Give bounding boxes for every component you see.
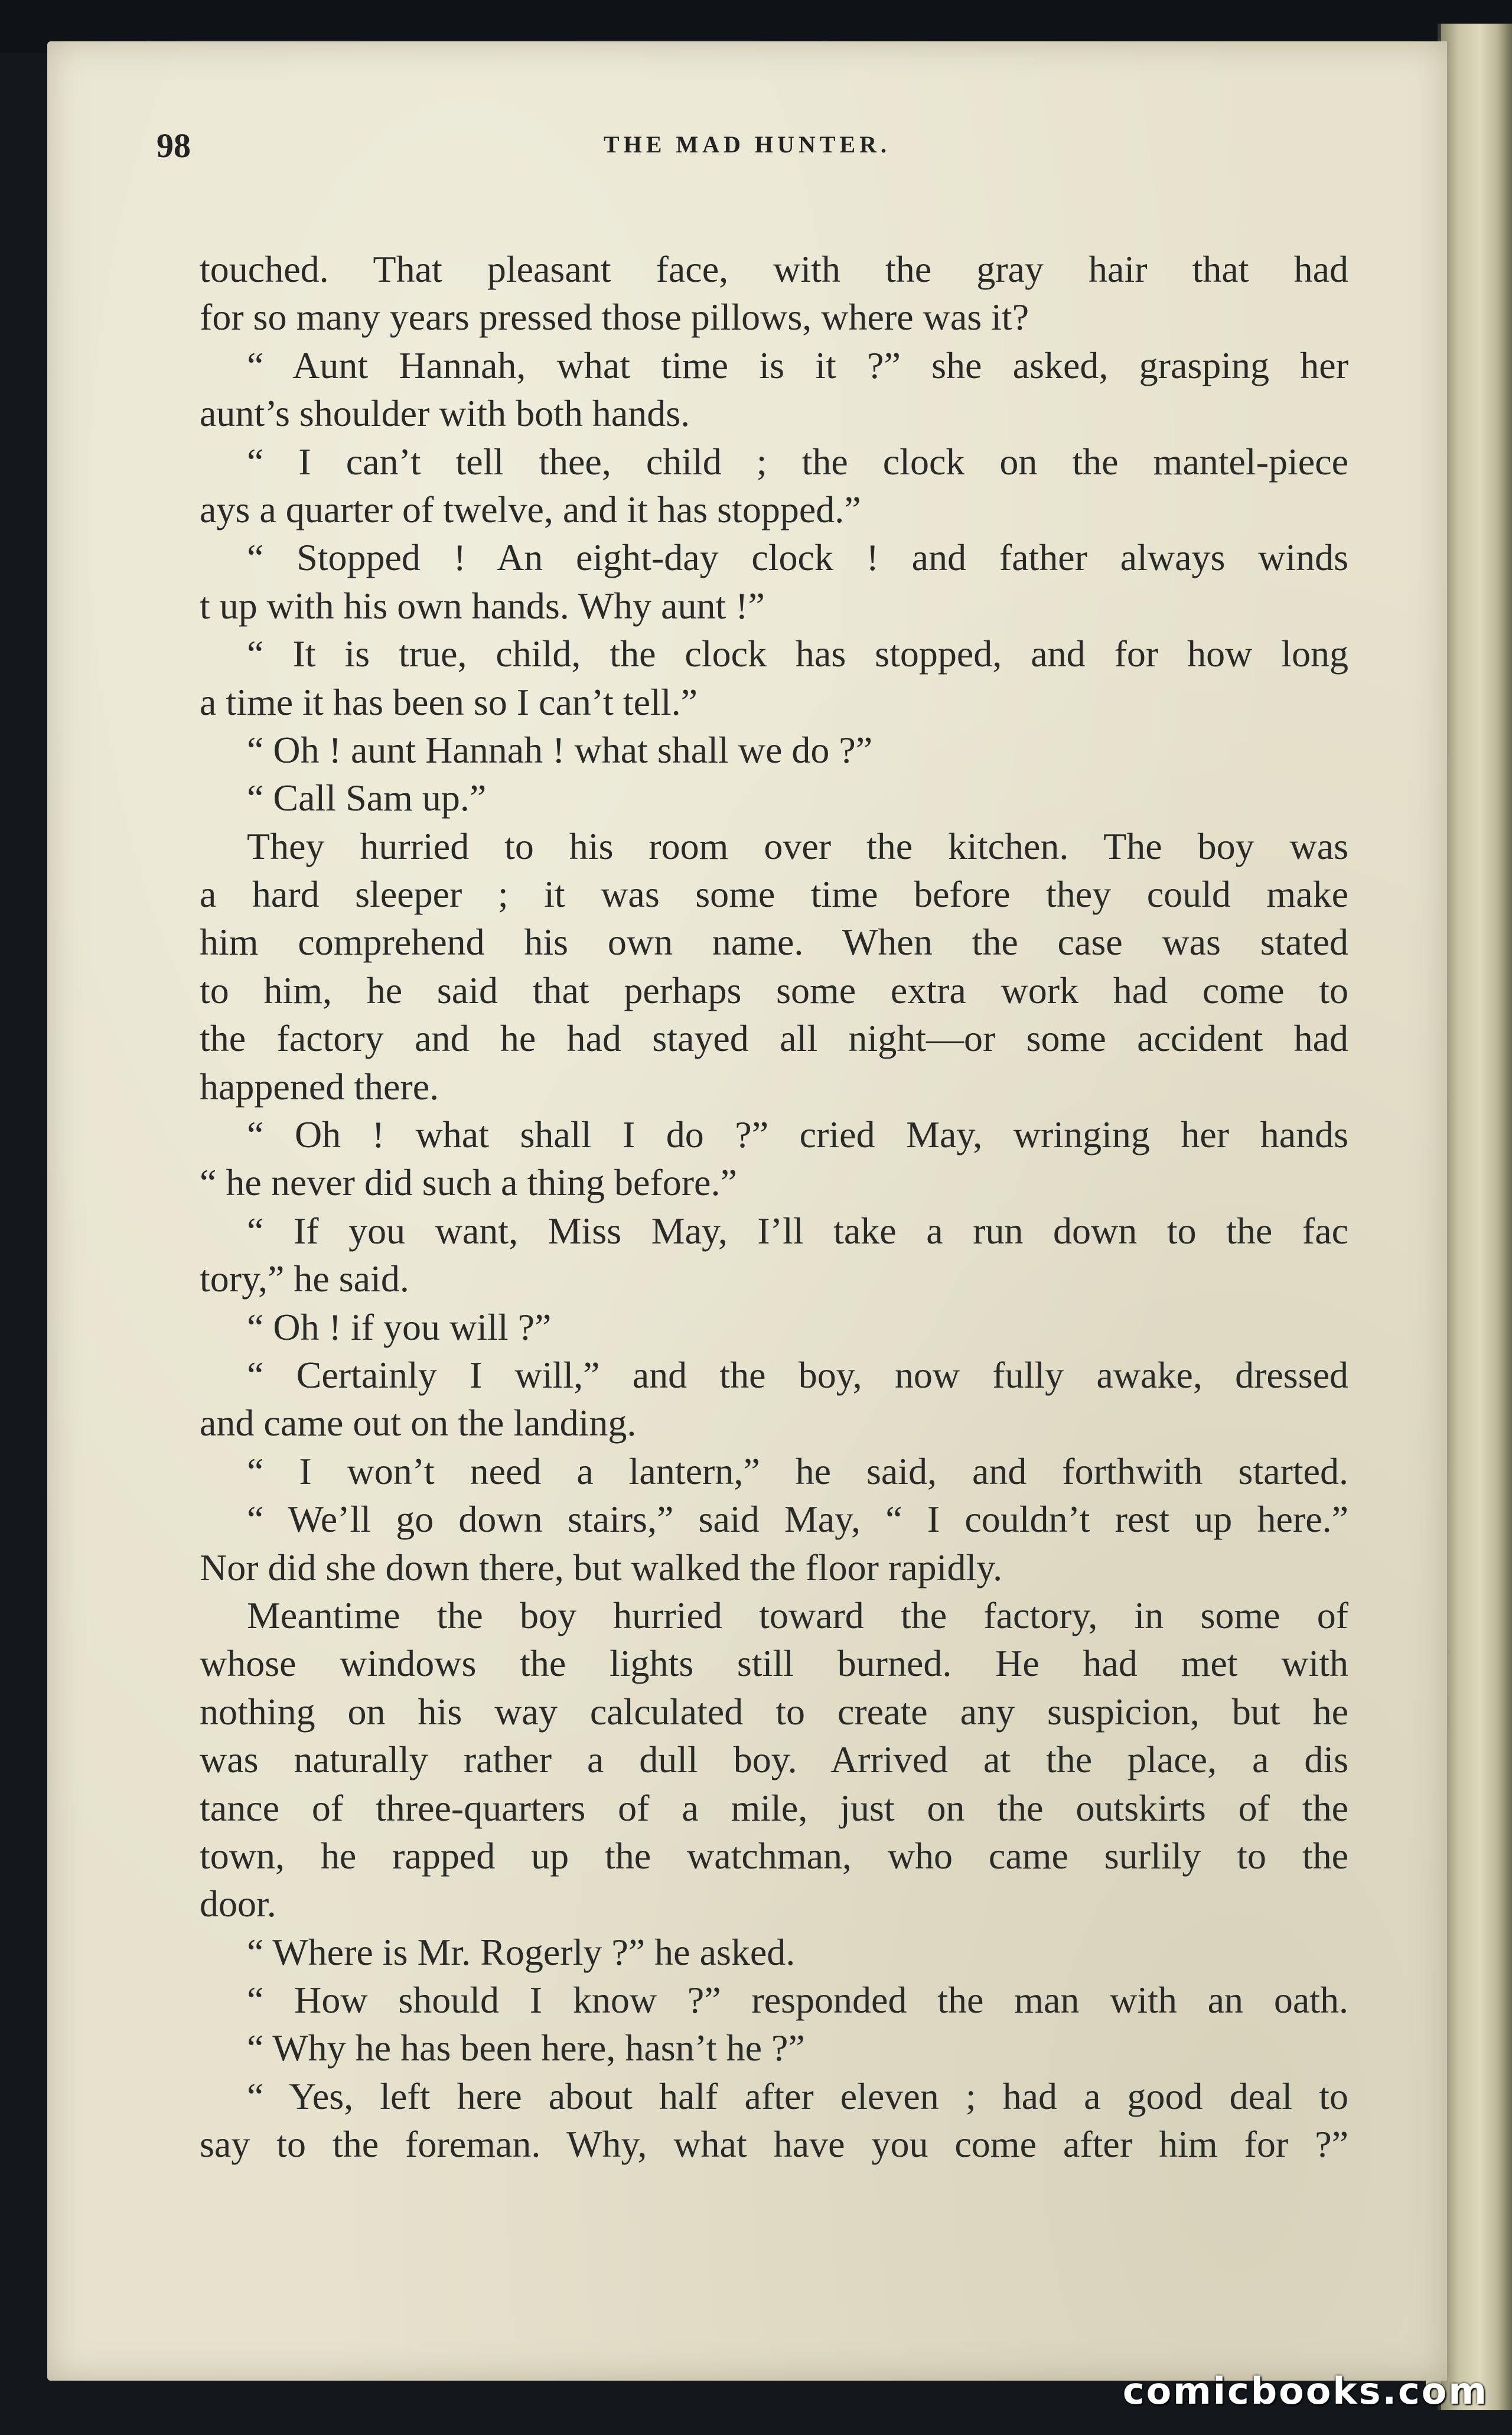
- watermark: comicbooks.com: [1122, 2369, 1488, 2413]
- page-number: 98: [157, 126, 191, 165]
- text-line: nothing on his way calculated to create any suspicion, but he: [200, 1690, 1348, 1733]
- text-line: “ Aunt Hannah, what time is it ?” she asked, grasping her: [247, 344, 1348, 386]
- text-line: for so many years pressed those pillows, where was it?: [200, 296, 1029, 338]
- text-line: “ I can’t tell thee, child ; the clock on the mantel-piece: [247, 440, 1348, 483]
- text-line: “ Where is Mr. Rogerly ?” he asked.: [247, 1931, 796, 1973]
- page-header: [157, 121, 1338, 180]
- body-text: [200, 245, 1348, 2169]
- text-line: happened there.: [200, 1065, 439, 1108]
- text-line: and came out on the landing.: [200, 1402, 637, 1444]
- text-line: touched. That pleasant face, with the gray hair that had: [200, 248, 1348, 290]
- text-line: him comprehend his own name. When the case was stated: [200, 921, 1348, 963]
- text-line: “ Oh ! aunt Hannah ! what shall we do ?”: [247, 728, 873, 771]
- text-line: “ Call Sam up.”: [247, 777, 487, 819]
- text-line: t up with his own hands. Why aunt !”: [200, 584, 765, 627]
- text-line: to him, he said that perhaps some extra work had come to: [200, 969, 1348, 1011]
- page-edges: [1438, 24, 1512, 2410]
- text-line: “ Why he has been here, hasn’t he ?”: [247, 2027, 805, 2069]
- text-line: “ I won’t need a lantern,” he said, and forthwith started.: [247, 1450, 1348, 1492]
- text-line: whose windows the lights still burned. He had met with: [200, 1642, 1348, 1685]
- text-line: They hurried to his room over the kitchen. The boy was: [247, 825, 1348, 867]
- text-line: say to the foreman. Why, what have you come after him for ?”: [200, 2123, 1348, 2166]
- text-line: a time it has been so I can’t tell.”: [200, 681, 698, 723]
- text-line: door.: [200, 1883, 276, 1925]
- text-line: “ Yes, left here about half after eleven ; had a good deal to: [247, 2075, 1348, 2117]
- text-line: the factory and he had stayed all night—or some accident had: [200, 1017, 1348, 1060]
- running-head: THE MAD HUNTER.: [603, 131, 891, 158]
- text-line: aunt’s shoulder with both hands.: [200, 392, 690, 435]
- text-line: “ Oh ! if you will ?”: [247, 1306, 552, 1348]
- text-line: tance of three-quarters of a mile, just on the outskirts of the: [200, 1786, 1348, 1829]
- text-line: “ If you want, Miss May, I’ll take a run down to the fac: [247, 1209, 1348, 1252]
- text-line: ays a quarter of twelve, and it has stopped.”: [200, 488, 861, 530]
- text-line: “ We’ll go down stairs,” said May, “ I couldn’t rest up here.”: [247, 1498, 1348, 1541]
- text-line: tory,” he said.: [200, 1258, 409, 1300]
- text-line: “ How should I know ?” responded the man with an oath.: [247, 1979, 1348, 2021]
- text-line: Meantime the boy hurried toward the factory, in some of: [247, 1594, 1348, 1636]
- text-line: “ Certainly I will,” and the boy, now fully awake, dressed: [247, 1353, 1348, 1396]
- text-line: “ Oh ! what shall I do ?” cried May, wringing her hands: [247, 1114, 1348, 1156]
- text-line: a hard sleeper ; it was some time before they could make: [200, 873, 1348, 916]
- text-line: “ It is true, child, the clock has stopped, and for how long: [247, 633, 1348, 675]
- text-line: Nor did she down there, but walked the floor rapidly.: [200, 1546, 1003, 1588]
- text-line: “ he never did such a thing before.”: [200, 1161, 737, 1204]
- text-line: was naturally rather a dull boy. Arrived at the place, a dis: [200, 1739, 1348, 1781]
- text-line: town, he rapped up the watchman, who came surlily to the: [200, 1834, 1348, 1877]
- text-line: “ Stopped ! An eight-day clock ! and father always winds: [247, 536, 1348, 579]
